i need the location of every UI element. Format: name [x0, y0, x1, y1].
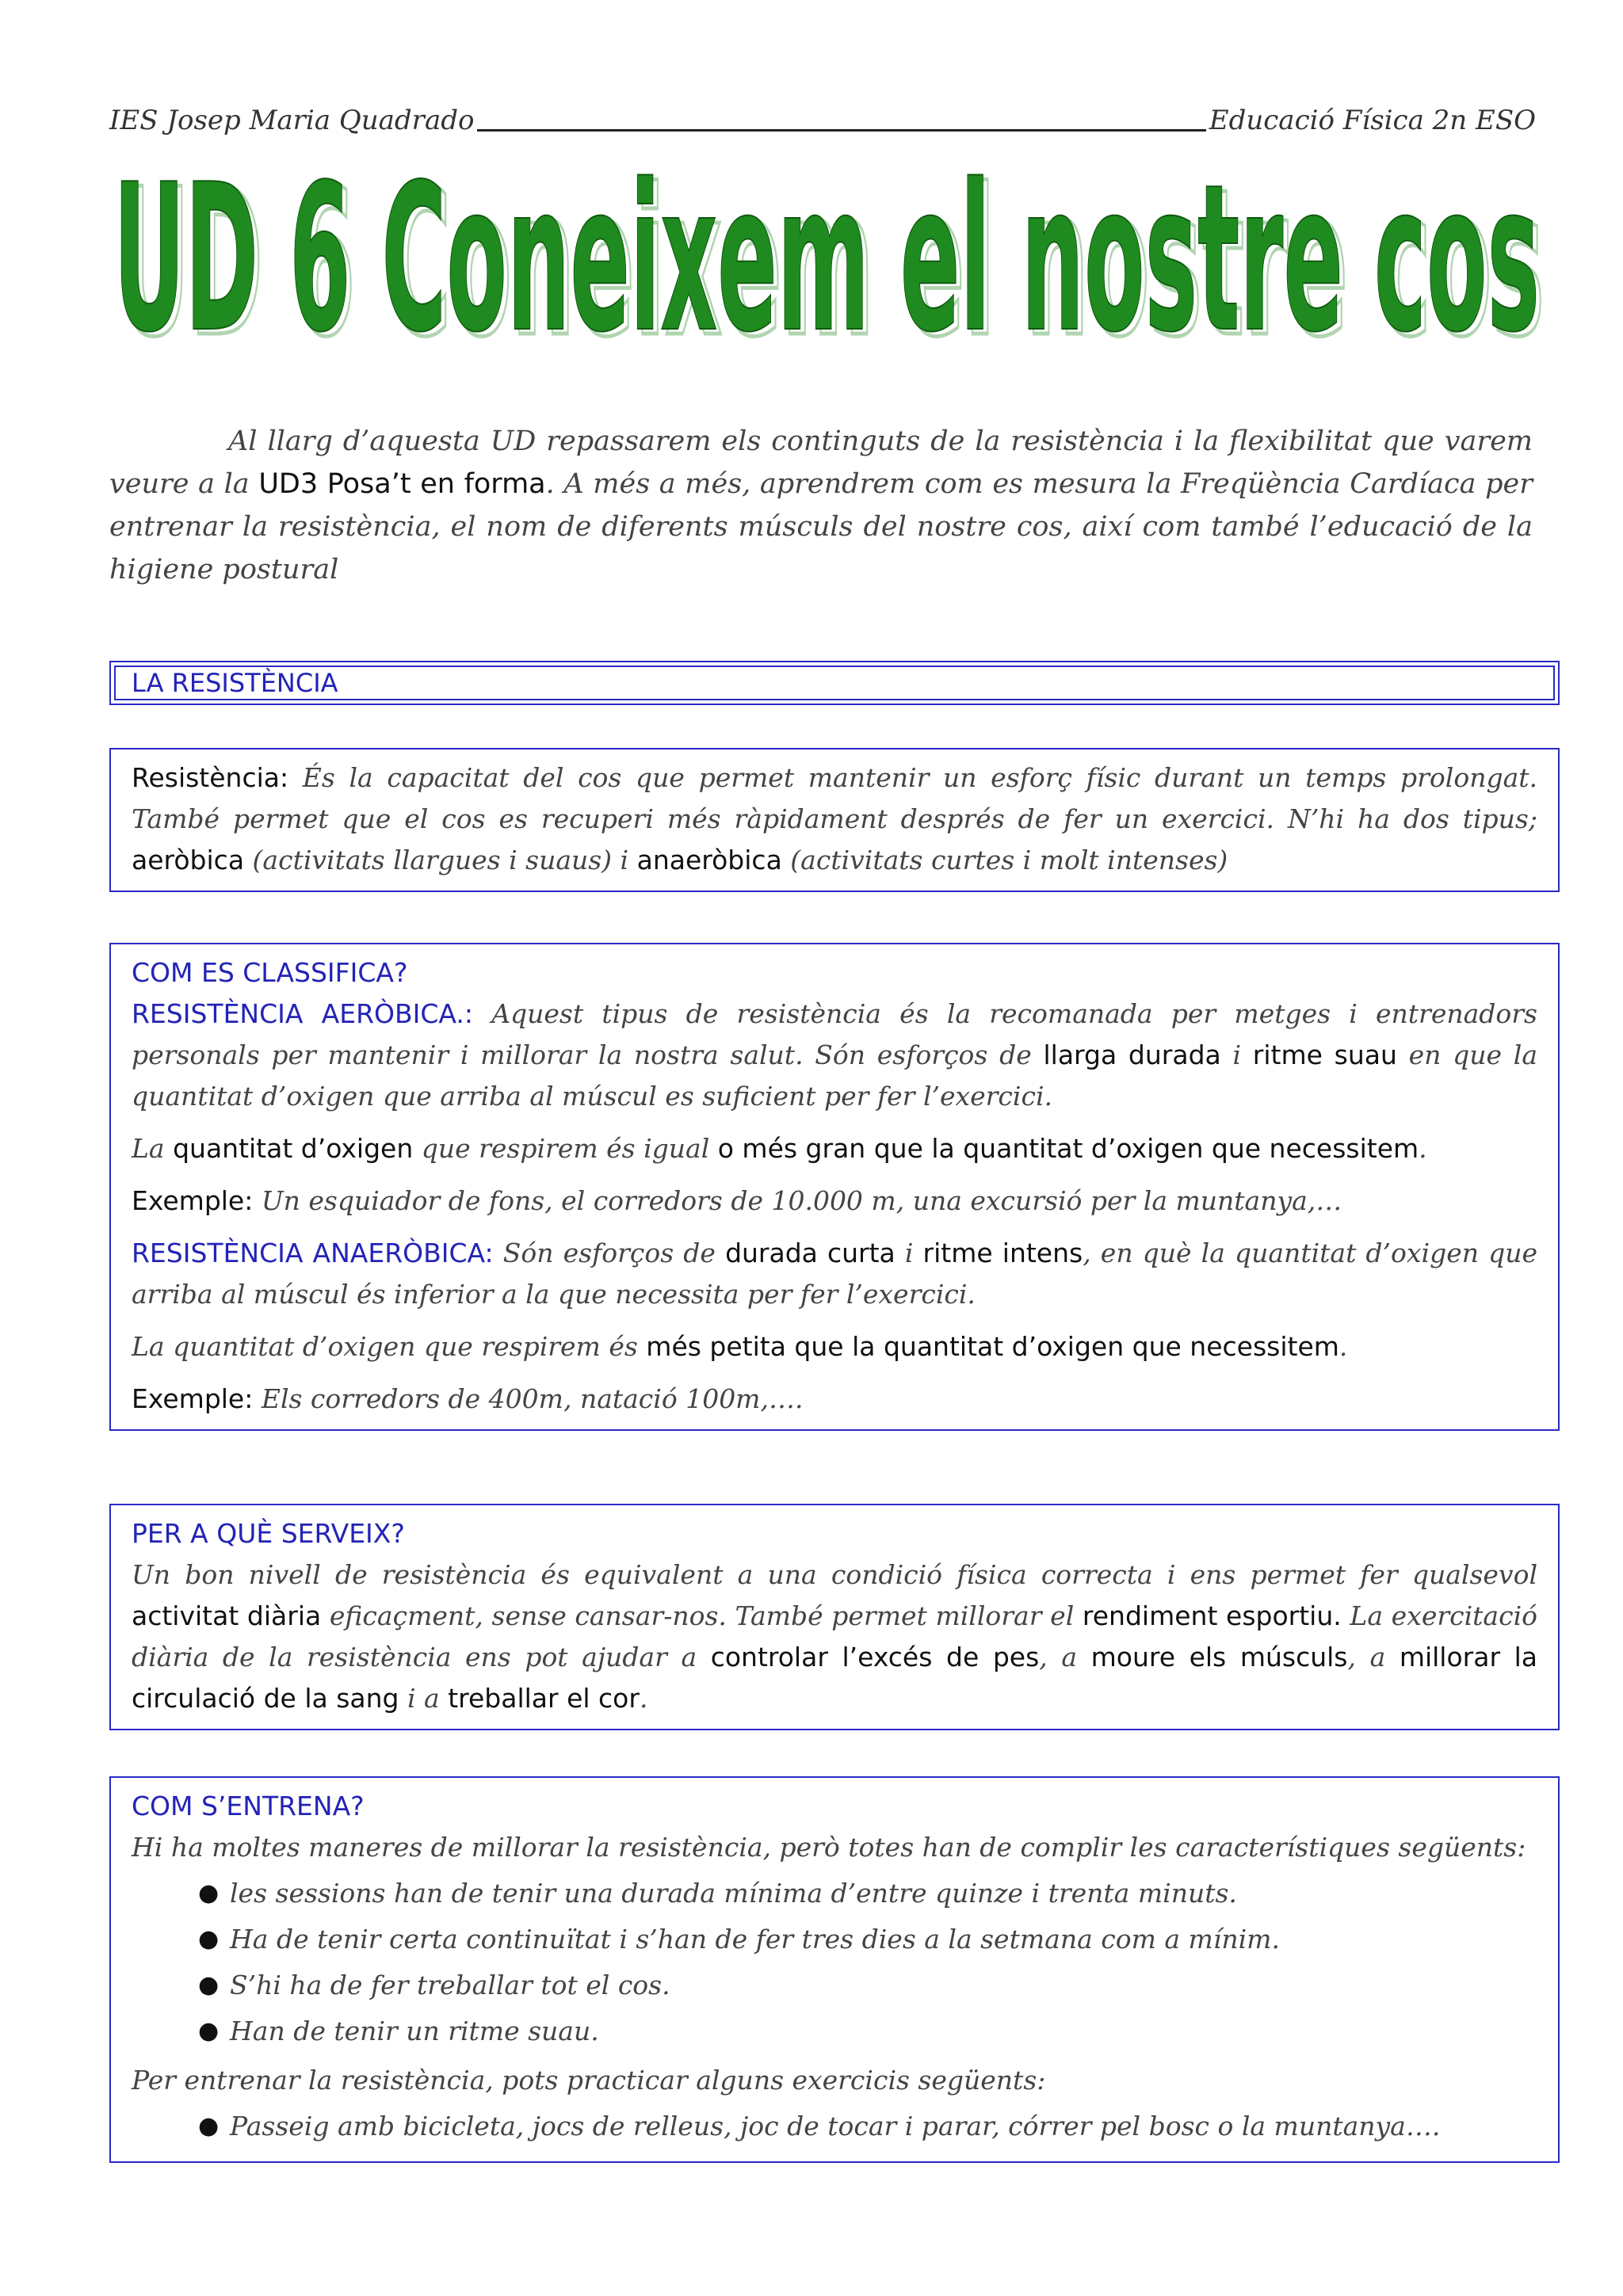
bullet-icon: ●: [198, 1879, 220, 1907]
aerobic-label: RESISTÈNCIA AERÒBICA.:: [132, 998, 473, 1029]
classification-box: COM ES CLASSIFICA? RESISTÈNCIA AERÒBICA.: Aquest tipus de resistència és la recomanada per metges i entrenadors personals per mantenir i millorar la nostra salut. Són esforços de llarga durada i ritme suau en que la quantitat d’oxigen que arriba al múscul es suficient per fer l’exercici. La quantitat d’oxigen que respirem és igual o més gran que la quantitat d’oxigen que necessitem. Exemple: Un esquiador de fons, el corredors de 10.000 m, una excursió per la muntanya,… RESISTÈNCIA ANAERÒBICA: Són esforços de durada curta i ritme intens, en què la quantitat d’oxigen que arriba al múscul és inferior a la que necessita per fer l’exercici. La quantitat d’oxigen que respirem és més petita que la quantitat d’oxigen que necessitem. Exemple: Els corredors de 400m, natació 100m,….: [109, 943, 1560, 1431]
list-item: ● Han de tenir un ritme suau.: [132, 2011, 1537, 2052]
list-item: ● Ha de tenir certa continuïtat i s’han de fer tres dies a la setmana com a mínim.: [132, 1919, 1537, 1960]
list-item: ● S’hi ha de fer treballar tot el cos.: [132, 1965, 1537, 2006]
purpose-box: PER A QUÈ SERVEIX? Un bon nivell de resistència és equivalent a una condició física correcta i ens permet fer qualsevol activitat diària eficaçment, sense cansar-nos. També permet millorar el rendiment esportiu. La exercitació diària de la resistència ens pot ajudar a controlar l’excés de pes, a moure els músculs, a millorar la circulació de la sang i a treballar el cor.: [109, 1504, 1560, 1730]
title-text: UD 6 Coneixem el nostre cos: [113, 141, 1540, 376]
document-title: [101, 139, 1552, 376]
purpose-heading: PER A QUÈ SERVEIX?: [132, 1518, 405, 1549]
training-intro: Hi ha moltes maneres de millorar la resistència, però totes han de complir les característiques següents:: [132, 1832, 1526, 1863]
title-shadow: UD 6 Coneixem el nostre cos: [118, 146, 1545, 376]
header-rule: [477, 129, 1205, 132]
bullet-icon: ●: [198, 1971, 220, 1999]
training-heading: COM S’ENTRENA?: [132, 1791, 365, 1821]
classification-heading: COM ES CLASSIFICA?: [132, 957, 408, 988]
bullet-icon: ●: [198, 2112, 220, 2140]
training-box: [109, 1776, 1560, 2163]
definition-term: Resistència:: [132, 762, 289, 793]
page-header: [109, 95, 1536, 136]
school-name: IES Josep Maria Quadrado: [109, 105, 475, 136]
course-name: Educació Física 2n ESO: [1209, 105, 1536, 136]
exercises-intro: Per entrenar la resistència, pots practicar alguns exercicis següents:: [132, 2065, 1046, 2096]
bullet-icon: ●: [198, 2017, 220, 2045]
bullet-icon: ●: [198, 1925, 220, 1953]
example-label: Exemple:: [132, 1185, 254, 1216]
intro-paragraph: Al llarg d’aquesta UD repassarem els continguts de la resistència i la flexibilitat que varem veure a la UD3 Posa’t en forma. A més a més, aprendrem com es mesura la Freqüència Cardíaca per entrenar la resistència, el nom de diferents músculs del nostre cos, així com també l’educació de la higiene postural: [109, 425, 1533, 585]
section-heading: LA RESISTÈNCIA: [114, 666, 1555, 700]
training-list: [132, 1873, 1537, 2052]
ud3-reference: UD3 Posa’t en forma: [258, 468, 546, 500]
section-heading-box: [109, 661, 1560, 705]
example-label: Exemple:: [132, 1383, 254, 1414]
definition-box: Resistència: És la capacitat del cos que permet mantenir un esforç físic durant un temps prolongat. També permet que el cos es recuperi més ràpidament després de fer un exercici. N’hi ha dos tipus; aeròbica (activitats llargues i suaus) i anaeròbica (activitats curtes i molt intenses): [109, 748, 1560, 892]
anaerobic-label: RESISTÈNCIA ANAERÒBICA:: [132, 1238, 494, 1268]
list-item: ● les sessions han de tenir una durada mínima d’entre quinze i trenta minuts.: [132, 1873, 1537, 1914]
exercises-list: [132, 2106, 1537, 2147]
list-item: ● Passeig amb bicicleta, jocs de relleus, joc de tocar i parar, córrer pel bosc o la muntanya….: [132, 2106, 1537, 2147]
